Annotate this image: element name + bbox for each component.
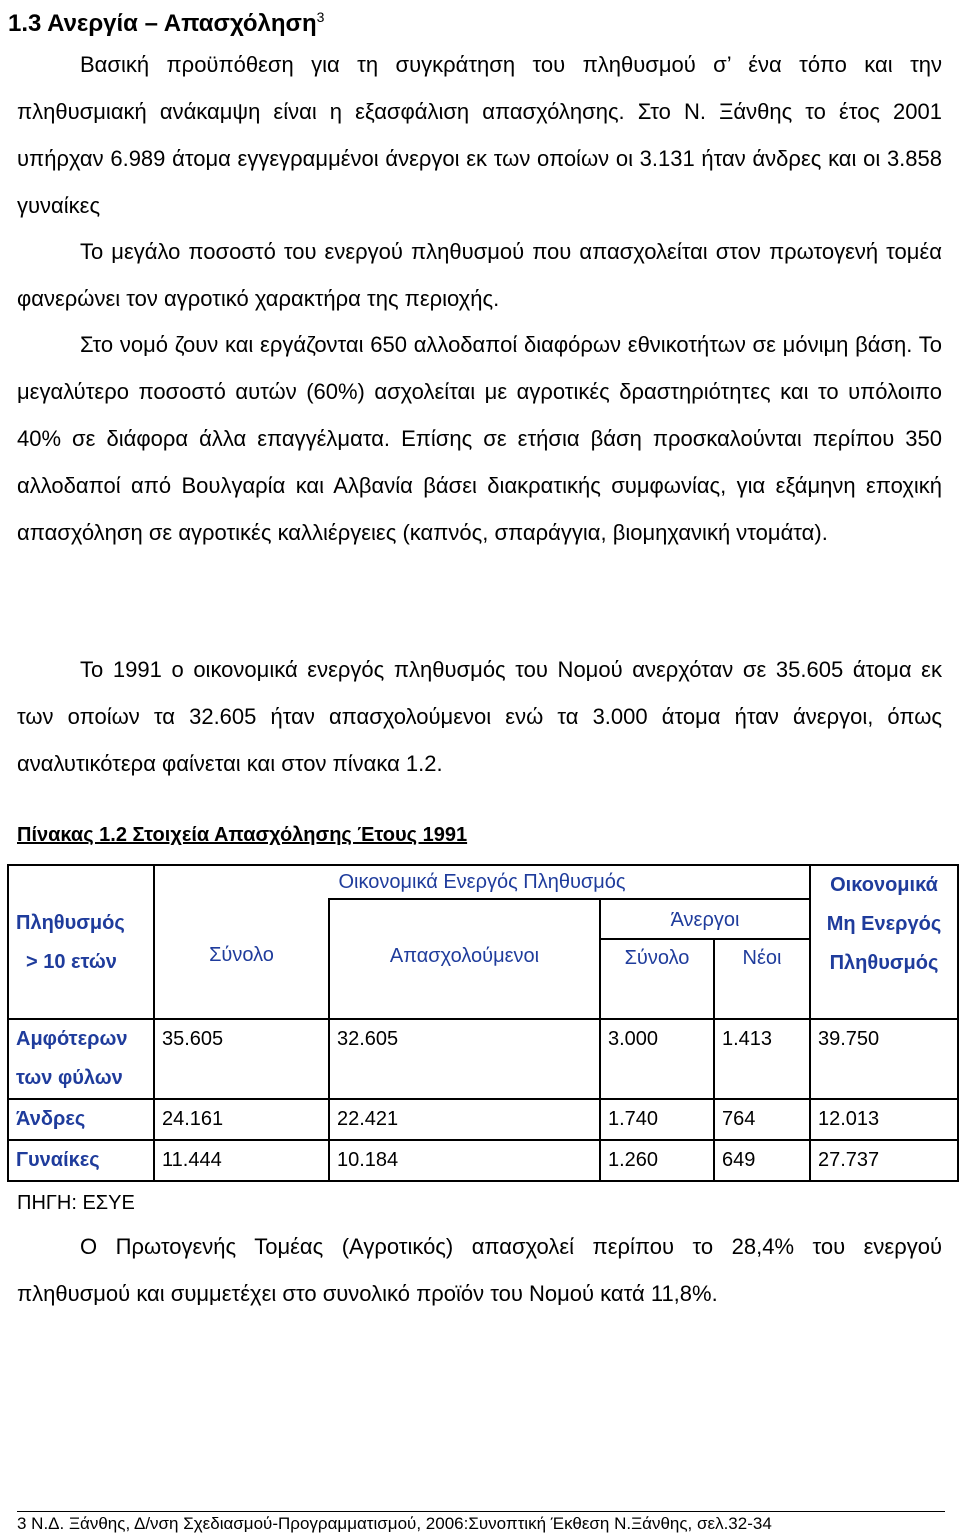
- paragraph-foreign-workers: [17, 321, 942, 556]
- cell-inactive: 39.750: [810, 1019, 958, 1099]
- header-unemployed: Άνεργοι: [600, 899, 810, 939]
- header-unemployed-total: Σύνολο: [600, 939, 714, 1019]
- table-row: [8, 1140, 958, 1181]
- table-title: Πίνακας 1.2 Στοιχεία Απασχόλησης Έτους 1991: [17, 824, 468, 846]
- header-unemployed-new: Νέοι: [714, 939, 810, 1019]
- cell-employed: 10.184: [329, 1140, 600, 1181]
- paragraph-unemployment-2001: [17, 41, 942, 229]
- paragraph-text: Στο νομό ζουν και εργάζονται 650 αλλοδαποί διαφόρων εθνικοτήτων σε μόνιμη βάση. Το μεγαλύτερο ποσοστό αυτών (60%) ασχολείται με αγροτικές δραστηριότητες και το υπόλοιπο 40% σε διάφορα άλλα επαγγέλματα. Επίσης σε ετήσια βάση προσκαλούνται περίπου 350 αλλοδαποί από Βουλγαρία και Αλβανία βάσει διακρατικής συμφωνίας, για εξάμηνη εποχική απασχόληση σε αγροτικές καλλιέργειες (καπνός, σπαράγγια, βιομηχανική ντομάτα).: [17, 332, 942, 545]
- paragraph-text: Βασική προϋπόθεση για τη συγκράτηση του πληθυσμού σ’ ένα τόπο και την πληθυσμιακή ανάκαμψη είναι η εξασφάλιση απασχόλησης. Στο Ν. Ξάνθης το έτος 2001 υπήρχαν 6.989 άτομα εγγεγραμμένοι άνεργοι εκ των οποίων οι 3.131 ήταν άνδρες και οι 3.858 γυναίκες: [17, 52, 942, 218]
- table-source: ΠΗΓΗ: ΕΣΥΕ: [17, 1192, 135, 1214]
- cell-unemployed-new: 1.413: [714, 1019, 810, 1099]
- paragraph-text: Το 1991 ο οικονομικά ενεργός πληθυσμός του Νομού ανερχόταν σε 35.605 άτομα εκ των οποίων τα 32.605 ήταν απασχολούμενοι ενώ τα 3.000 άτομα ήταν άνεργοι, όπως αναλυτικότερα φαίνεται και στον πίνακα 1.2.: [17, 657, 942, 776]
- cell-employed: 22.421: [329, 1099, 600, 1140]
- section-heading: [8, 2, 324, 39]
- cell-unemployed-total: 3.000: [600, 1019, 714, 1099]
- table-row: [8, 1099, 958, 1140]
- cell-unemployed-new: 764: [714, 1099, 810, 1140]
- header-employed: Απασχολούμενοι: [329, 899, 600, 1019]
- cell-unemployed-total: 1.260: [600, 1140, 714, 1181]
- paragraph-text: Ο Πρωτογενής Τομέας (Αγροτικός) απασχολεί περίπου το 28,4% του ενεργού πληθυσμού και συμμετέχει στο συνολικό προϊόν του Νομού κατά 11,8%.: [17, 1234, 942, 1306]
- cell-employed: 32.605: [329, 1019, 600, 1099]
- cell-total: 35.605: [154, 1019, 329, 1099]
- footnote-divider: [17, 1511, 945, 1512]
- paragraph-text: Το μεγάλο ποσοστό του ενεργού πληθυσμού που απασχολείται στον πρωτογενή τομέα φανερώνει τον αγροτικό χαρακτήρα της περιοχής.: [17, 239, 942, 311]
- row-label: Γυναίκες: [8, 1140, 154, 1181]
- paragraph-primary-sector: [17, 228, 942, 322]
- paragraph-primary-sector-share: [17, 1223, 942, 1317]
- table-header-row: [8, 865, 958, 899]
- table-row: [8, 1019, 958, 1099]
- cell-unemployed-total: 1.740: [600, 1099, 714, 1140]
- cell-total: 24.161: [154, 1099, 329, 1140]
- header-population-line1: Πληθυσμός: [16, 912, 125, 934]
- cell-inactive: 27.737: [810, 1140, 958, 1181]
- cell-total: 11.444: [154, 1140, 329, 1181]
- cell-unemployed-new: 649: [714, 1140, 810, 1181]
- footnote-marker: 3: [316, 9, 325, 25]
- cell-inactive: 12.013: [810, 1099, 958, 1140]
- header-population: [8, 865, 154, 1019]
- row-label: Αμφότερων των φύλων: [8, 1019, 154, 1099]
- row-label: Άνδρες: [8, 1099, 154, 1140]
- section-heading-text: 1.3 Ανεργία – Απασχόληση: [8, 10, 317, 37]
- header-total: Σύνολο: [154, 899, 329, 1019]
- employment-table: [7, 864, 959, 1182]
- paragraph-active-population-1991: [17, 646, 942, 787]
- header-economically-active: Οικονομικά Ενεργός Πληθυσμός: [154, 865, 810, 899]
- header-economically-inactive: Οικονομικά Μη Ενεργός Πληθυσμός: [810, 865, 958, 1019]
- footnote: 3 Ν.Δ. Ξάνθης, Δ/νση Σχεδιασμού-Προγραμματισμού, 2006:Συνοπτική Έκθεση Ν.Ξάνθης, σελ.32-34: [17, 1514, 772, 1533]
- header-population-line2: > 10 ετών: [26, 951, 117, 973]
